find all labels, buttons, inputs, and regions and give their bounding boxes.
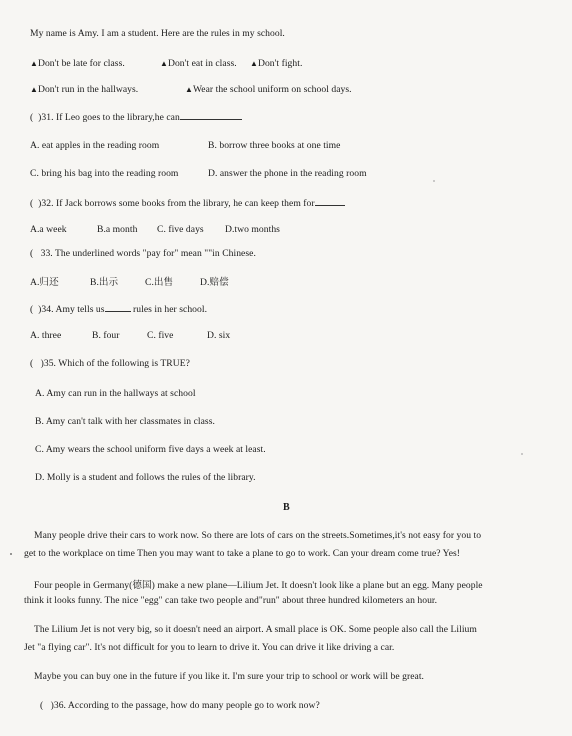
passage-line: think it looks funny. The nice "egg" can take two people and"run" about three hundred kilometers an hour.: [24, 595, 438, 606]
q31-option-b: B. borrow three books at one time: [208, 140, 341, 151]
rule-3: [250, 58, 302, 69]
q35-option-b: B. Amy can't talk with her classmates in class.: [35, 416, 215, 427]
question-31: [30, 110, 242, 123]
question-stem-end: rules in her school.: [133, 304, 208, 315]
question-stem: )31. If Leo goes to the library,he can: [38, 112, 180, 123]
question-32: [30, 196, 345, 209]
intro-text: My name is Amy. I am a student. Here are the rules in my school.: [30, 28, 285, 39]
question-stem: 33. The underlined words "pay for" mean ""in Chinese.: [40, 248, 256, 259]
passage-line: Jet "a flying car". It's not difficult for you to learn to drive it. You can drive it like driving a car.: [24, 642, 395, 653]
answer-paren: (: [30, 112, 34, 123]
question-stem: )32. If Jack borrows some books from the library, he can keep them for: [38, 198, 315, 209]
rule-1: [30, 58, 125, 69]
answer-paren: (: [30, 198, 34, 209]
rule-text: Wear the school uniform on school days.: [192, 84, 352, 95]
triangle-icon: ▲: [250, 59, 258, 68]
question-35: [30, 358, 190, 369]
triangle-icon: ▲: [160, 59, 168, 68]
q34-option-c: C. five: [147, 330, 174, 341]
q32-option-a: A.a week: [30, 224, 67, 235]
rule-text: Don't run in the hallways.: [37, 84, 139, 95]
rule-5: [185, 84, 352, 95]
q35-option-c: C. Amy wears the school uniform five days a week at least.: [35, 444, 266, 455]
answer-paren: (: [30, 358, 34, 369]
rule-2: [160, 58, 237, 69]
rule-4: [30, 84, 138, 95]
q33-option-a: A.归还: [30, 277, 59, 288]
question-33: [30, 248, 256, 259]
question-stem: )35. Which of the following is TRUE?: [40, 358, 190, 369]
question-stem: )36. According to the passage, how do many people go to work now?: [50, 700, 320, 711]
answer-paren: (: [30, 248, 34, 259]
triangle-icon: ▲: [185, 85, 193, 94]
question-34: [30, 302, 207, 315]
question-36: [40, 700, 320, 711]
q33-option-c: C.出售: [145, 277, 174, 288]
passage-line: Many people drive their cars to work now. So there are lots of cars on the streets.Sometimes,it's not easy for you to: [34, 530, 482, 541]
q34-option-d: D. six: [207, 330, 231, 341]
rule-text: Don't eat in class.: [167, 58, 237, 69]
rule-text: Don't be late for class.: [37, 58, 125, 69]
q33-option-d: D.赔偿: [200, 277, 229, 288]
rule-text: Don't fight.: [257, 58, 303, 69]
scan-speck: [521, 453, 523, 455]
q32-option-b: B.a month: [97, 224, 138, 235]
q31-option-c: C. bring his bag into the reading room: [30, 168, 179, 179]
q31-option-d: D. answer the phone in the reading room: [208, 168, 367, 179]
q32-option-d: D.two months: [225, 224, 280, 235]
answer-blank[interactable]: [180, 110, 242, 120]
q31-option-a: A. eat apples in the reading room: [30, 140, 160, 151]
answer-paren: (: [40, 700, 44, 711]
passage-line: get to the workplace on time Then you may want to take a plane to go to work. Can your dream come true? Yes!: [24, 548, 461, 559]
scan-speck: [433, 180, 435, 182]
q35-option-d: D. Molly is a student and follows the rules of the library.: [35, 472, 256, 483]
scan-speck: [10, 553, 12, 555]
q34-option-a: A. three: [30, 330, 62, 341]
passage-line: Maybe you can buy one in the future if you like it. I'm sure your trip to school or work will be great.: [34, 671, 425, 682]
question-stem: )34. Amy tells us: [38, 304, 105, 315]
triangle-icon: ▲: [30, 59, 38, 68]
answer-blank[interactable]: [315, 196, 345, 206]
triangle-icon: ▲: [30, 85, 38, 94]
q35-option-a: A. Amy can run in the hallways at school: [35, 388, 196, 399]
q32-option-c: C. five days: [157, 224, 204, 235]
q33-option-b: B.出示: [90, 277, 119, 288]
passage-line: The Lilium Jet is not very big, so it doesn't need an airport. A small place is OK. Some people also call the Lilium: [34, 624, 477, 635]
q34-option-b: B. four: [92, 330, 120, 341]
answer-paren: (: [30, 304, 34, 315]
passage-line: Four people in Germany(德国) make a new plane—Lilium Jet. It doesn't look like a plane but an egg. Many people: [34, 580, 483, 591]
answer-blank[interactable]: [105, 302, 131, 312]
section-b-title: B: [283, 502, 290, 513]
